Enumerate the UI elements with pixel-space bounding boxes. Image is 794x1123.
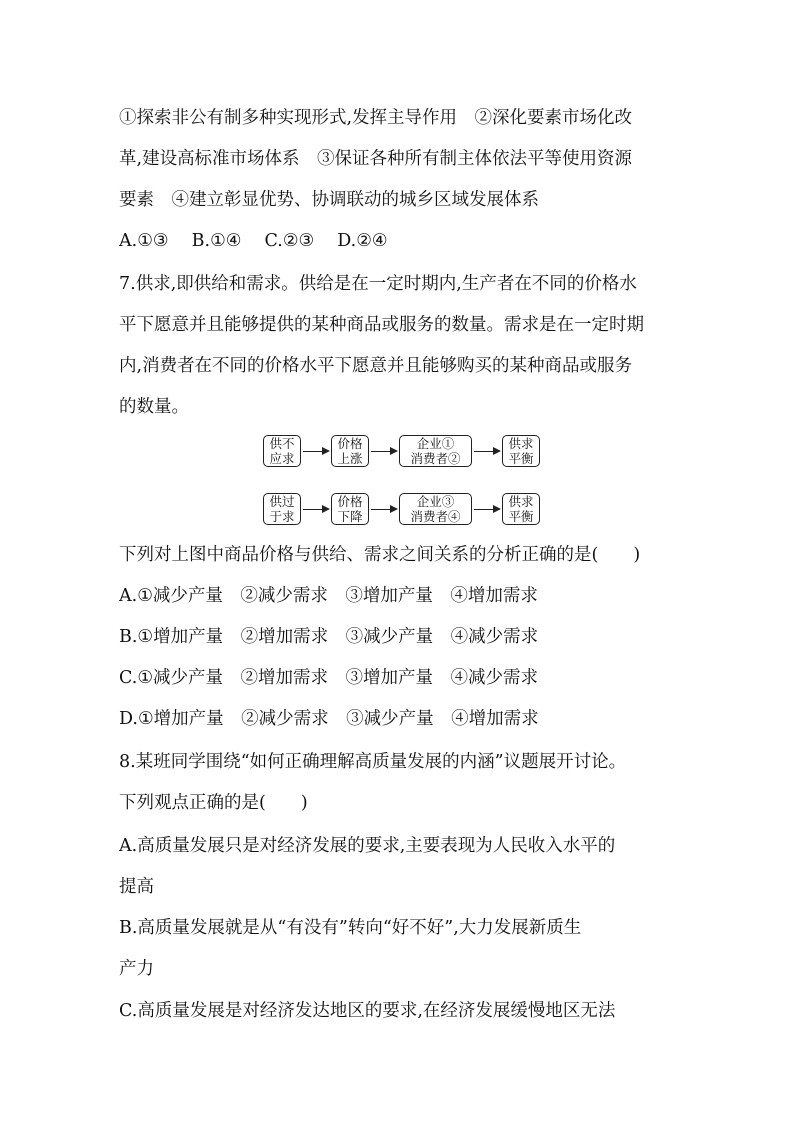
q8-option-c-line-1: C.高质量发展是对经济发达地区的要求,在经济发展缓慢地区无法 [119, 1001, 616, 1021]
arrow-icon [301, 493, 331, 525]
q7-option-c: C.①减少产量 ②增加需求 ③增加产量 ④减少需求 [119, 668, 539, 688]
flow-row-surplus [263, 493, 540, 525]
arrow-icon [301, 435, 331, 467]
flow-box-actors-3-4: 企业③ 消费者④ [399, 493, 472, 525]
q6-options-line-3: 要素 ④建立彰显优势、协调联动的城乡区域发展体系 [119, 190, 539, 210]
flow-box-balance-2: 供求 平衡 [502, 493, 540, 525]
arrow-icon [472, 493, 502, 525]
q6-choices: A.①③ B.①④ C.②③ D.②④ [119, 231, 388, 251]
arrow-icon [369, 493, 399, 525]
q7-option-b: B.①增加产量 ②增加需求 ③减少产量 ④减少需求 [119, 627, 539, 647]
q7-stem-line-1: 7.供求,即供给和需求。供给是在一定时期内,生产者在不同的价格水 [119, 274, 637, 294]
q8-stem-line-1: 8.某班同学围绕“如何正确理解高质量发展的内涵”议题展开讨论。 [119, 752, 627, 772]
q8-stem-line-2: 下列观点正确的是( ) [119, 793, 308, 813]
arrow-icon [369, 435, 399, 467]
q7-question: 下列对上图中商品价格与供给、需求之间关系的分析正确的是( ) [119, 545, 641, 565]
flow-box-actors-1-2: 企业① 消费者② [399, 435, 472, 467]
q7-option-d: D.①增加产量 ②减少需求 ③减少产量 ④增加需求 [119, 709, 539, 729]
q6-options-line-1: ①探索非公有制多种实现形式,发挥主导作用 ②深化要素市场化改 [119, 108, 633, 128]
flow-row-shortage [263, 435, 540, 467]
flow-box-price-rise: 价格 上涨 [331, 435, 369, 467]
q6-options-line-2: 革,建设高标准市场体系 ③保证各种所有制主体依法平等使用资源 [119, 149, 633, 169]
q7-stem-line-2: 平下愿意并且能够提供的某种商品或服务的数量。需求是在一定时期 [119, 315, 644, 335]
arrow-icon [472, 435, 502, 467]
flow-box-balance-1: 供求 平衡 [502, 435, 540, 467]
q8-option-a-line-1: A.高质量发展只是对经济发展的要求,主要表现为人民收入水平的 [119, 836, 616, 856]
q8-option-b-line-2: 产力 [119, 959, 154, 979]
q7-stem-line-4: 的数量。 [119, 397, 189, 417]
q7-stem-line-3: 内,消费者在不同的价格水平下愿意并且能够购买的某种商品或服务 [119, 356, 633, 376]
flow-box-price-fall: 价格 下降 [331, 493, 369, 525]
q8-option-a-line-2: 提高 [119, 877, 154, 897]
q8-option-b-line-1: B.高质量发展就是从“有没有”转向“好不好”,大力发展新质生 [119, 918, 582, 938]
q7-option-a: A.①减少产量 ②减少需求 ③增加产量 ④增加需求 [119, 586, 538, 606]
flow-box-surplus: 供过 于求 [263, 493, 301, 525]
flow-box-shortage: 供不 应求 [263, 435, 301, 467]
